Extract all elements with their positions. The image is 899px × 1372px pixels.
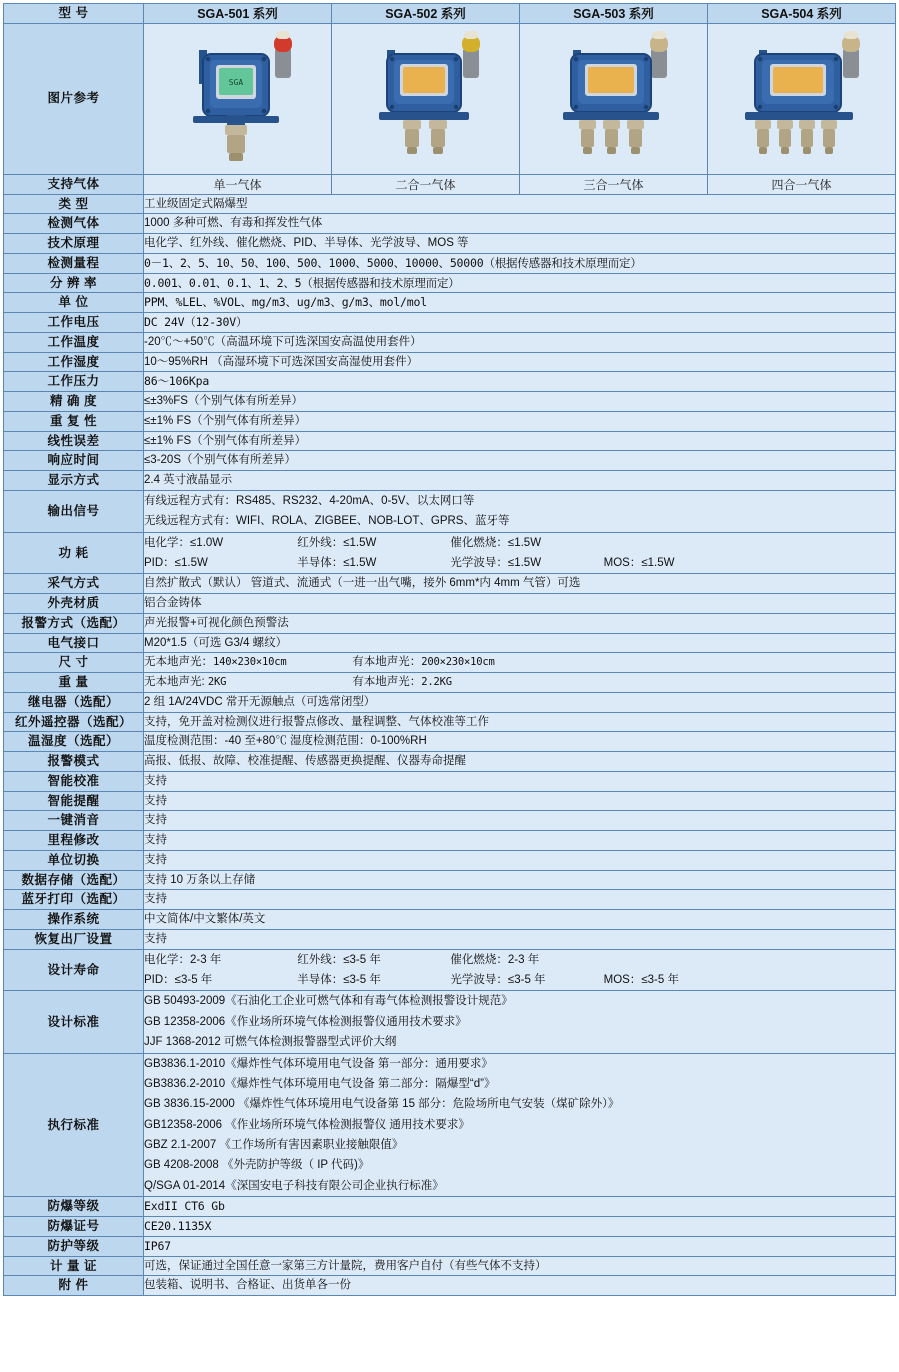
row-label-principle: 技术原理 <box>4 234 144 254</box>
design-standard-line-1: GB 50493-2009《石油化工企业可燃气体和有毒气体检测报警设计规范》 <box>144 995 513 1008</box>
life-mos-value: ≤3-5 年 <box>641 973 679 986</box>
table-row <box>4 332 896 352</box>
row-value-ex-cert: CE20.1135X <box>144 1217 896 1237</box>
row-value-linearity: ≤±1% FS（个别气体有所差异） <box>144 431 896 451</box>
row-value-alarm-modes: 高报、低报、故障、校准提醒、传感器更换提醒、仪器寿命提醒 <box>144 752 896 772</box>
alarm-lamp-icon <box>274 31 292 78</box>
life-optical-label: 光学波导： <box>450 973 508 986</box>
row-label-design-standard: 设计标准 <box>4 991 144 1053</box>
model-header-503: SGA-503 系列 <box>520 4 708 24</box>
size-no-alarm-label: 无本地声光： <box>144 656 213 669</box>
table-row <box>4 732 896 752</box>
life-ir-label: 红外线： <box>297 953 344 966</box>
exec-standard-line-7: Q/SGA 01-2014《深国安电子科技有限公司企业执行标准》 <box>144 1179 444 1192</box>
row-value-exec-standard <box>144 1053 896 1197</box>
spec-sheet <box>0 3 899 1372</box>
design-standard-line-3: JJF 1368-2012 可燃气体检测报警器型式评价大纲 <box>144 1036 397 1049</box>
life-mos-label: MOS： <box>603 973 642 986</box>
row-label-output-signal: 输出信号 <box>4 490 144 532</box>
row-label-unit: 单 位 <box>4 293 144 313</box>
row-value-housing: 铝合金铸体 <box>144 594 896 614</box>
table-row <box>4 831 896 851</box>
row-value-temperature: -20℃～+50℃（高温环境下可选深国安高温使用套件） <box>144 332 896 352</box>
row-value-ex-grade: ExdII CT6 Gb <box>144 1197 896 1217</box>
weight-with-alarm-value: 2.2KG <box>421 676 452 689</box>
device-image-502 <box>332 23 520 174</box>
table-row <box>4 313 896 333</box>
weight-with-alarm-label: 有本地声光： <box>352 676 422 689</box>
row-label-unit-switch: 单位切换 <box>4 850 144 870</box>
power-mos-value: ≤1.5W <box>641 556 675 569</box>
row-label-weight: 重 量 <box>4 673 144 693</box>
life-cat-label: 催化燃烧： <box>450 953 508 966</box>
row-label-os: 操作系统 <box>4 910 144 930</box>
row-value-voltage: DC 24V（12-30V） <box>144 313 896 333</box>
life-ir-value: ≤3-5 年 <box>343 953 381 966</box>
exec-standard-line-4: GB12358-2006 《作业场所环境气体检测报警仪 通用技术要求》 <box>144 1118 470 1131</box>
life-ec-label: 电化学： <box>144 953 190 966</box>
row-label-gas-support: 支持气体 <box>4 174 144 194</box>
row-label-data-storage: 数据存储（选配） <box>4 870 144 890</box>
life-pid-label: PID： <box>144 973 175 986</box>
row-label-sampling: 采气方式 <box>4 574 144 594</box>
table-row <box>4 253 896 273</box>
row-label-alarm-mode-option: 报警方式（选配） <box>4 613 144 633</box>
device-image-504 <box>708 23 896 174</box>
row-value-range: 0－1、2、5、10、50、100、500、1000、5000、10000、50000（根据传感器和技术原理而定） <box>144 253 896 273</box>
row-label-detect-gas: 检测气体 <box>4 214 144 234</box>
row-label-bluetooth-print: 蓝牙打印（选配） <box>4 890 144 910</box>
weight-no-alarm-label: 无本地声光: <box>144 676 208 689</box>
table-row <box>4 411 896 431</box>
row-label-exec-standard: 执行标准 <box>4 1053 144 1197</box>
power-semi-label: 半导体： <box>297 556 344 569</box>
row-value-ip-grade: IP67 <box>144 1236 896 1256</box>
table-row <box>4 811 896 831</box>
row-value-relay: 2 组 1A/24VDC 常开无源触点（可选常闭型） <box>144 692 896 712</box>
row-value-principle: 电化学、红外线、催化燃烧、PID、半导体、光学波导、MOS 等 <box>144 234 896 254</box>
row-value-output-signal <box>144 490 896 532</box>
table-row <box>4 431 896 451</box>
exec-standard-line-2: GB3836.2-2010《爆炸性气体环境用电气设备 第二部分：隔爆型“d”》 <box>144 1077 496 1090</box>
row-value-data-storage: 支持 10 万条以上存储 <box>144 870 896 890</box>
exec-standard-line-1: GB3836.1-2010《爆炸性气体环境用电气设备 第一部分：通用要求》 <box>144 1057 493 1070</box>
row-value-response-time: ≤3-20S（个别气体有所差异） <box>144 451 896 471</box>
row-label-alarm-modes: 报警模式 <box>4 752 144 772</box>
output-signal-wired: 有线远程方式有：RS485、RS232、4-20mA、0-5V、以太网口等 <box>144 494 475 507</box>
row-value-power <box>144 532 896 574</box>
gas-detector-illustration-4 <box>727 26 877 172</box>
table-row <box>4 372 896 392</box>
row-label-size: 尺 寸 <box>4 653 144 673</box>
gas-detector-illustration-2 <box>351 26 501 172</box>
svg-text:SGA: SGA <box>228 77 243 87</box>
row-label-one-key-mute: 一键消音 <box>4 811 144 831</box>
table-row-power <box>4 532 896 574</box>
alarm-lamp-icon <box>842 31 860 78</box>
row-value-one-key-mute: 支持 <box>144 811 896 831</box>
row-label-temp-humidity-option: 温湿度（选配） <box>4 732 144 752</box>
row-value-unit: PPM、%LEL、%VOL、mg/m3、ug/m3、g/m3、mol/mol <box>144 293 896 313</box>
table-row-model <box>4 4 896 24</box>
device-image-503 <box>520 23 708 174</box>
table-row <box>4 692 896 712</box>
row-label-pressure: 工作压力 <box>4 372 144 392</box>
row-label-power: 功 耗 <box>4 532 144 574</box>
row-value-ir-remote: 支持，免开盖对检测仪进行报警点修改、量程调整、气体校准等工作 <box>144 712 896 732</box>
row-value-metering-cert: 可选，保证通过全国任意一家第三方计量院，费用客户自付（有些气体不支持） <box>144 1256 896 1276</box>
row-value-repeatability: ≤±1% FS（个别气体有所差异） <box>144 411 896 431</box>
row-value-type: 工业级固定式隔爆型 <box>144 194 896 214</box>
row-value-factory-reset: 支持 <box>144 929 896 949</box>
row-value-humidity: 10～95%RH （高湿环境下可选深国安高湿使用套件） <box>144 352 896 372</box>
row-value-pressure: 86～106Kpa <box>144 372 896 392</box>
row-value-unit-switch: 支持 <box>144 850 896 870</box>
row-label-electrical-interface: 电气接口 <box>4 633 144 653</box>
row-label-metering-cert: 计 量 证 <box>4 1256 144 1276</box>
table-row <box>4 1236 896 1256</box>
table-row <box>4 352 896 372</box>
table-row <box>4 194 896 214</box>
row-label-smart-reminder: 智能提醒 <box>4 791 144 811</box>
row-value-smart-reminder: 支持 <box>144 791 896 811</box>
row-label-image: 图片参考 <box>4 23 144 174</box>
sensor-probes <box>403 120 447 154</box>
row-label-temperature: 工作温度 <box>4 332 144 352</box>
model-header-501: SGA-501 系列 <box>144 4 332 24</box>
table-row <box>4 234 896 254</box>
row-label-ex-cert: 防爆证号 <box>4 1217 144 1237</box>
row-value-temp-humidity-option: 温度检测范围：-40 至+80℃ 湿度检测范围：0-100%RH <box>144 732 896 752</box>
table-row <box>4 273 896 293</box>
power-optical-value: ≤1.5W <box>507 556 542 569</box>
specification-table <box>3 3 896 1296</box>
table-row <box>4 574 896 594</box>
row-value-smart-calibration: 支持 <box>144 771 896 791</box>
table-row-gas-support <box>4 174 896 194</box>
table-row <box>4 594 896 614</box>
life-semi-value: ≤3-5 年 <box>343 973 381 986</box>
gas-support-503: 三合一气体 <box>520 174 708 194</box>
power-cat-value: ≤1.5W <box>507 536 542 549</box>
sensor-probes <box>579 120 644 154</box>
exec-standard-line-3: GB 3836.15-2000 《爆炸性气体环境用电气设备第 15 部分：危险场所电气安装（煤矿除外）》 <box>144 1098 620 1111</box>
row-label-ir-remote: 红外遥控器（选配） <box>4 712 144 732</box>
table-row-output-signal <box>4 490 896 532</box>
weight-no-alarm-value: 2KG <box>207 676 227 689</box>
row-label-humidity: 工作湿度 <box>4 352 144 372</box>
output-signal-wireless: 无线远程方式有：WIFI、ROLA、ZIGBEE、NOB-LOT、GPRS、蓝牙等 <box>144 515 510 528</box>
table-row-design-standard <box>4 991 896 1053</box>
table-row <box>4 890 896 910</box>
row-value-bluetooth-print: 支持 <box>144 890 896 910</box>
table-row <box>4 771 896 791</box>
row-value-display: 2.4 英寸液晶显示 <box>144 471 896 491</box>
alarm-lamp-icon <box>462 31 480 78</box>
table-row-exec-standard <box>4 1053 896 1197</box>
gas-detector-illustration-3 <box>539 26 689 172</box>
row-label-ip-grade: 防护等级 <box>4 1236 144 1256</box>
table-row <box>4 214 896 234</box>
row-value-accuracy: ≤±3%FS（个别气体有所差异） <box>144 392 896 412</box>
row-label-range: 检测量程 <box>4 253 144 273</box>
table-row <box>4 451 896 471</box>
model-header-504: SGA-504 系列 <box>708 4 896 24</box>
row-value-alarm-mode-option: 声光报警+可视化颜色预警法 <box>144 613 896 633</box>
power-ir-value: ≤1.5W <box>343 536 377 549</box>
table-row <box>4 870 896 890</box>
power-cat-label: 催化燃烧： <box>450 536 508 549</box>
row-value-weight <box>144 673 896 693</box>
power-mos-label: MOS： <box>603 556 642 569</box>
row-label-response-time: 响应时间 <box>4 451 144 471</box>
row-value-resolution: 0.001、0.01、0.1、1、2、5（根据传感器和技术原理而定） <box>144 273 896 293</box>
life-pid-value: ≤3-5 年 <box>174 973 213 986</box>
power-optical-label: 光学波导： <box>450 556 508 569</box>
table-row <box>4 1256 896 1276</box>
row-value-os: 中文简体/中文繁体/英文 <box>144 910 896 930</box>
table-row <box>4 791 896 811</box>
row-value-range-modify: 支持 <box>144 831 896 851</box>
gas-support-504: 四合一气体 <box>708 174 896 194</box>
power-ec-label: 电化学： <box>144 536 190 549</box>
row-label-lifespan: 设计寿命 <box>4 949 144 991</box>
table-row <box>4 293 896 313</box>
row-value-accessories: 包装箱、说明书、合格证、出货单各一份 <box>144 1276 896 1296</box>
table-row-lifespan <box>4 949 896 991</box>
table-row-size <box>4 653 896 673</box>
row-label-model: 型 号 <box>4 4 144 24</box>
power-pid-label: PID： <box>144 556 175 569</box>
power-semi-value: ≤1.5W <box>343 556 377 569</box>
table-row <box>4 1276 896 1296</box>
model-header-502: SGA-502 系列 <box>332 4 520 24</box>
row-label-smart-calibration: 智能校准 <box>4 771 144 791</box>
row-label-accessories: 附 件 <box>4 1276 144 1296</box>
design-standard-line-2: GB 12358-2006《作业场所环境气体检测报警仪通用技术要求》 <box>144 1015 467 1028</box>
life-cat-value: 2-3 年 <box>507 953 540 966</box>
row-label-resolution: 分 辨 率 <box>4 273 144 293</box>
life-semi-label: 半导体： <box>297 973 344 986</box>
table-row <box>4 752 896 772</box>
table-row-weight <box>4 673 896 693</box>
table-row <box>4 392 896 412</box>
table-row <box>4 1217 896 1237</box>
size-no-alarm-value: 140×230×10cm <box>213 656 287 669</box>
row-value-detect-gas: 1000 多种可燃、有毒和挥发性气体 <box>144 214 896 234</box>
device-image-501 <box>144 23 332 174</box>
row-value-sampling: 自然扩散式（默认） 管道式、流通式（一进一出气嘴，接外 6mm*内 4mm 气管）可选 <box>144 574 896 594</box>
row-value-size <box>144 653 896 673</box>
table-row <box>4 712 896 732</box>
table-row <box>4 850 896 870</box>
table-row <box>4 633 896 653</box>
row-label-housing: 外壳材质 <box>4 594 144 614</box>
row-label-repeatability: 重 复 性 <box>4 411 144 431</box>
power-ec-value: ≤1.0W <box>190 536 224 549</box>
row-label-voltage: 工作电压 <box>4 313 144 333</box>
sensor-probes <box>755 120 837 154</box>
table-row <box>4 910 896 930</box>
power-ir-label: 红外线： <box>297 536 344 549</box>
row-label-ex-grade: 防爆等级 <box>4 1197 144 1217</box>
size-with-alarm-label: 有本地声光： <box>352 656 422 669</box>
row-value-design-standard <box>144 991 896 1053</box>
table-row <box>4 929 896 949</box>
row-label-factory-reset: 恢复出厂设置 <box>4 929 144 949</box>
row-label-range-modify: 里程修改 <box>4 831 144 851</box>
exec-standard-line-5: GBZ 2.1-2007 《工作场所有害因素职业接触限值》 <box>144 1139 404 1152</box>
size-with-alarm-value: 200×230×10cm <box>421 656 495 669</box>
alarm-lamp-icon <box>650 31 668 78</box>
table-row-images <box>4 23 896 174</box>
power-pid-value: ≤1.5W <box>174 556 208 569</box>
life-optical-value: ≤3-5 年 <box>507 973 546 986</box>
table-row <box>4 1197 896 1217</box>
row-label-linearity: 线性误差 <box>4 431 144 451</box>
row-label-relay: 继电器（选配） <box>4 692 144 712</box>
row-label-accuracy: 精 确 度 <box>4 392 144 412</box>
row-label-display: 显示方式 <box>4 471 144 491</box>
exec-standard-line-6: GB 4208-2008 《外壳防护等级（ IP 代码)》 <box>144 1159 370 1172</box>
table-row <box>4 471 896 491</box>
row-value-lifespan <box>144 949 896 991</box>
gas-support-502: 二合一气体 <box>332 174 520 194</box>
gas-detector-illustration-1 <box>163 26 313 172</box>
row-value-electrical-interface: M20*1.5（可选 G3/4 螺纹） <box>144 633 896 653</box>
life-ec-value: 2-3 年 <box>190 953 222 966</box>
row-label-type: 类 型 <box>4 194 144 214</box>
gas-support-501: 单一气体 <box>144 174 332 194</box>
table-row <box>4 613 896 633</box>
